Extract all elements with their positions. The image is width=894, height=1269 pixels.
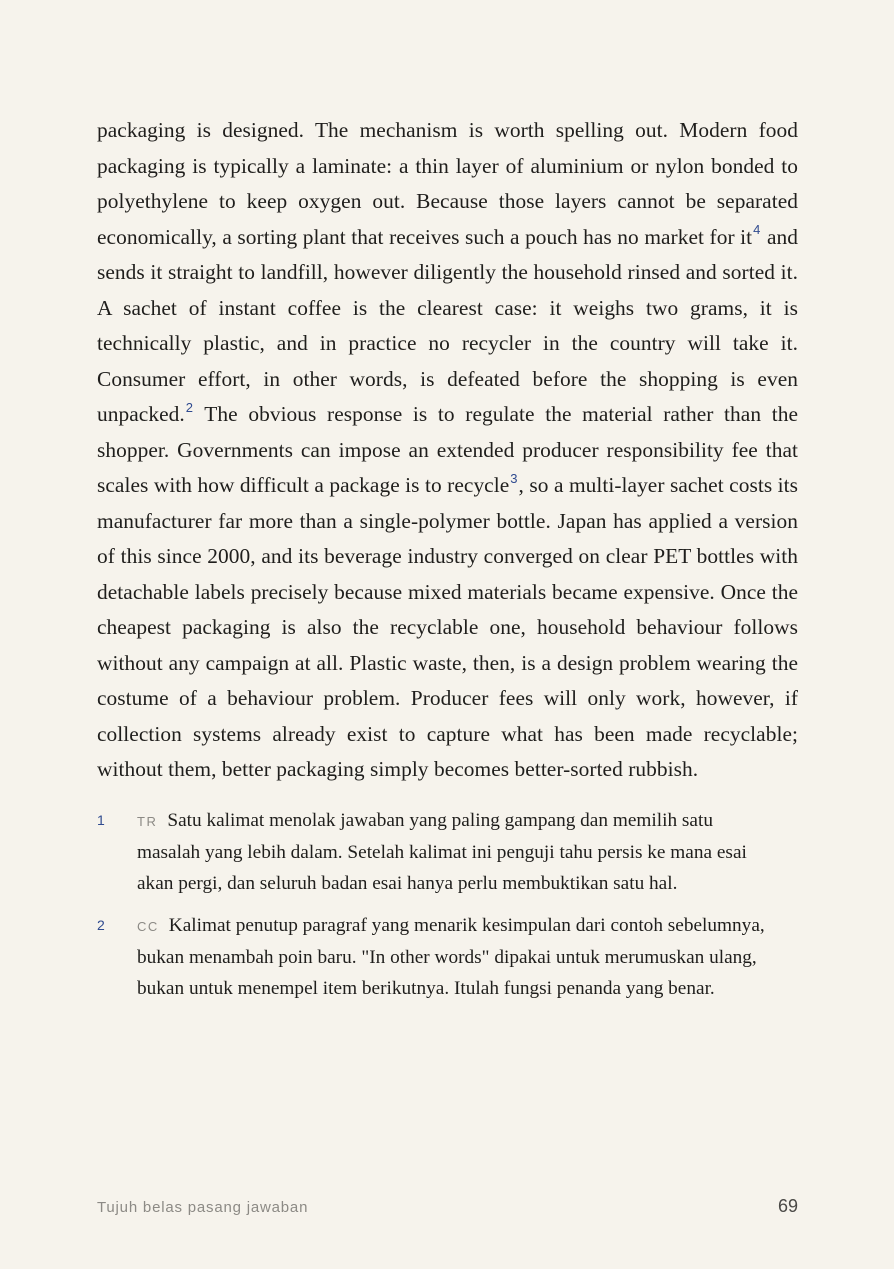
footnote-body bbox=[137, 805, 798, 899]
footnote-item bbox=[97, 805, 798, 899]
body-text-segment: , so a multi-layer sachet costs its manufacturer far more than a single-polymer bottle. Japan has applied a version of this since 2000, and its beverage industry converged on clear PET bottles with detachable labels precisely because mixed materials became expensive. Once the cheapest packaging is also the recyclable one, household behaviour follows without any campaign at all. Plastic waste, then, is a design problem wearing the costume of a behaviour problem. Producer fees will only work, however, if collection systems already exist to capture what has been made recyclable; without them, better packaging simply becomes better-sorted rubbish. bbox=[97, 473, 798, 781]
footnotes-list bbox=[97, 805, 798, 1004]
footnote-tag: CC bbox=[137, 918, 159, 934]
footnote-tag: TR bbox=[137, 813, 158, 829]
footnote-reference[interactable]: 3 bbox=[510, 470, 518, 486]
body-text-segment: The obvious response is to regulate the material rather than the shopper. Governments can impose an extended producer responsibility fee that scales with how difficult a package is to recycle bbox=[97, 402, 798, 497]
body-text-segment: packaging is designed. The mechanism is worth spelling out. Modern food packaging is typically a laminate: a thin layer of aluminium or nylon bonded to polyethylene to keep oxygen out. Because those layers cannot be separated economically, a sorting plant that receives such a pouch has no market for it bbox=[97, 118, 798, 249]
page-number: 69 bbox=[777, 1196, 798, 1216]
footnote-number: 2 bbox=[97, 916, 105, 933]
footnote-body bbox=[137, 910, 798, 1004]
page-footer bbox=[97, 1196, 798, 1217]
body-text-segment: and sends it straight to landfill, however diligently the household rinsed and sorted it. A sachet of instant coffee is the clearest case: it weighs two grams, it is technically plastic, and in practice no recycler in the country will take it. Consumer effort, in other words, is defeated before the shopping is even unpacked. bbox=[97, 224, 798, 426]
footnote-reference[interactable]: 4 bbox=[753, 222, 761, 238]
body-paragraph bbox=[97, 113, 798, 788]
running-footer-title: Tujuh belas pasang jawaban bbox=[97, 1199, 309, 1216]
page-content bbox=[97, 113, 798, 1015]
footnote-number: 1 bbox=[97, 811, 105, 828]
footnote-item bbox=[97, 910, 798, 1004]
footnote-text: Kalimat penutup paragraf yang menarik kesimpulan dari contoh sebelumnya, bukan menambah poin baru. "In other words" dipakai untuk merumuskan ulang, bukan untuk menempel item berikutnya. Itulah fungsi penanda yang benar. bbox=[137, 914, 765, 999]
footnote-reference[interactable]: 2 bbox=[185, 399, 194, 415]
footnote-text: Satu kalimat menolak jawaban yang paling gampang dan memilih satu masalah yang lebih dalam. Setelah kalimat ini penguji tahu persis ke mana esai akan pergi, dan seluruh badan esai hanya perlu membuktikan satu hal. bbox=[137, 809, 747, 894]
